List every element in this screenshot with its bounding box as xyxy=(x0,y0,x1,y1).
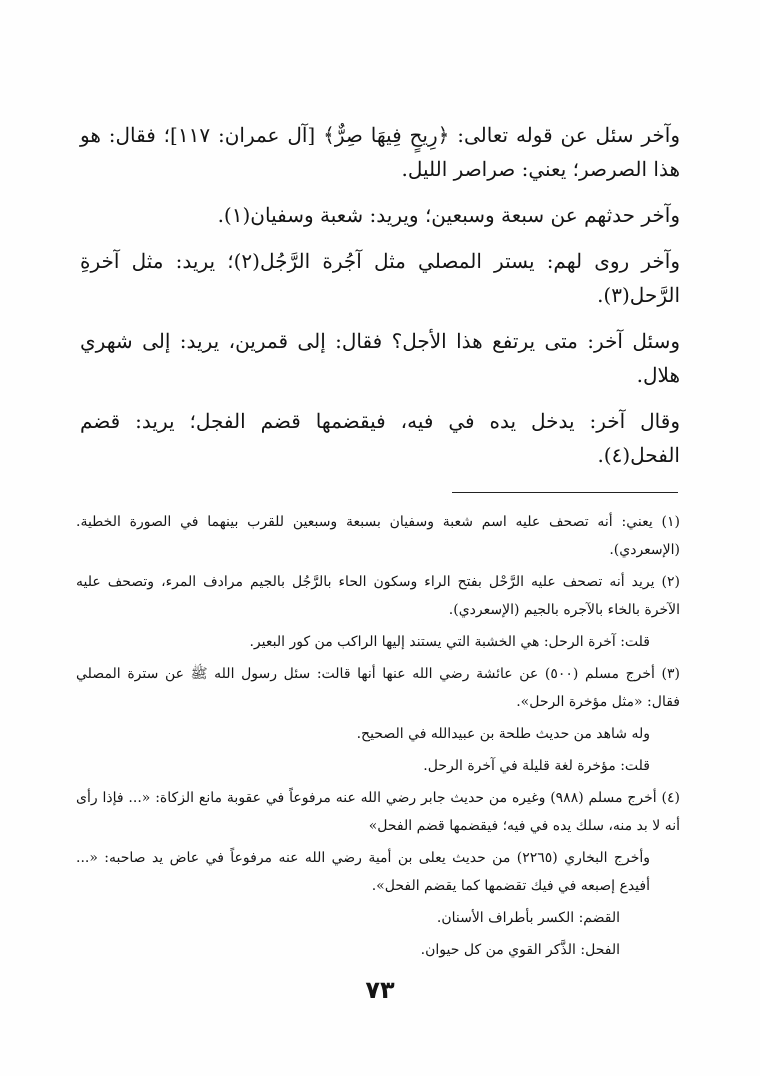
paragraph: وآخر حدثهم عن سبعة وسبعين؛ ويريد: شعبة وسفيان(١). xyxy=(217,203,680,227)
footnote: (١) يعني: أنه تصحف عليه اسم شعبة وسفيان بسبعة وسبعين للقرب بينهما في الصورة الخطية. (الإسعردي). xyxy=(76,514,680,558)
footnote: (٤) أخرج مسلم (٩٨٨) وغيره من حديث جابر رضي الله عنه مرفوعاً في عقوبة مانع الزكاة: «... فإذا رأى أنه لا بد منه، سلك يده في فيه؛ فيقضمها قضم الفحل» xyxy=(76,790,680,834)
footnote-definition: القضم: الكسر بأطراف الأسنان. xyxy=(436,910,620,926)
paragraph: وآخر روى لهم: يستر المصلي مثل آجُرة الرَّجُل(٢)؛ يريد: مثل آخرةِ الرَّحل(٣). xyxy=(80,249,680,307)
footnote: (٢) يريد أنه تصحف عليه الرَّحْل بفتح الراء وسكون الحاء بالرَّجُل بالجيم مرادف المرء، وتصحف عليه الآخرة بالخاء بالآجره بالجيم (الإسعردي). xyxy=(76,574,680,618)
paragraph: وآخر سئل عن قوله تعالى: ﴿رِيحٍ فِيهَا صِرٌّ﴾ [آل عمران: ١١٧]؛ فقال: هو هذا الصرصر؛ يعني: صراصر الليل. xyxy=(80,123,680,181)
paragraph: وسئل آخر: متى يرتفع هذا الأجل؟ فقال: إلى قمرين، يريد: إلى شهري هلال. xyxy=(80,329,680,387)
footnote-comment: قلت: آخرة الرحل: هي الخشبة التي يستند إليها الراكب من كور البعير. xyxy=(249,634,650,650)
main-text xyxy=(80,118,680,484)
paragraph: وقال آخر: يدخل يده في فيه، فيقضمها قضم الفجل؛ يريد: قضم الفحل(٤). xyxy=(80,409,680,467)
footnote-definition: الفحل: الذَّكر القوي من كل حيوان. xyxy=(420,942,620,958)
footnote-comment: قلت: مؤخرة لغة قليلة في آخرة الرحل. xyxy=(423,758,650,774)
footnote-comment: وله شاهد من حديث طلحة بن عبيدالله في الصحيح. xyxy=(356,726,650,742)
footnote-comment: وأخرج البخاري (٢٢٦٥) من حديث يعلى بن أمية رضي الله عنه مرفوعاً في عاض يد صاحبه: «... أفيدع إصبعه في فيك تقضمها كما يقضم الفحل». xyxy=(76,850,650,894)
footnote: (٣) أخرج مسلم (٥٠٠) عن عائشة رضي الله عنها أنها قالت: سئل رسول الله ﷺ عن سترة المصلي فقال: «مثل مؤخرة الرحل». xyxy=(76,666,680,710)
footnote-separator xyxy=(452,492,678,493)
page-number: ٧٣ xyxy=(365,976,395,1004)
footnotes xyxy=(76,508,680,968)
